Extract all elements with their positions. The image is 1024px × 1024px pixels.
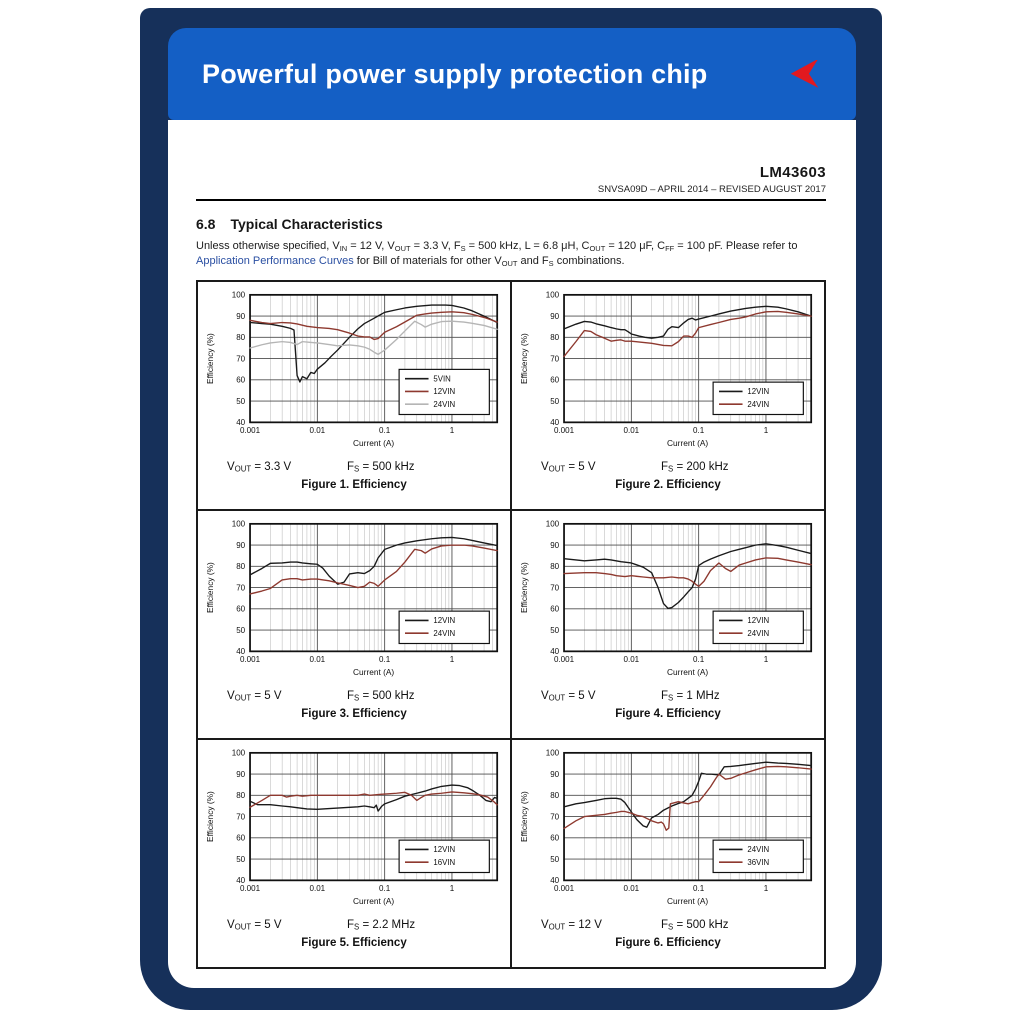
x-tick-label: 1 [449, 426, 455, 436]
y-tick-label: 90 [550, 770, 560, 780]
section-heading [196, 216, 826, 232]
efficiency-chart [201, 516, 507, 689]
x-tick-label: 0.001 [239, 426, 261, 436]
figure-caption: Figure 6. Efficiency [615, 936, 721, 949]
12vin-curve [250, 785, 497, 811]
y-tick-label: 80 [550, 791, 560, 801]
section-title: Typical Characteristics [230, 216, 383, 232]
banner-title: Powerful power supply protection chip [202, 58, 708, 89]
x-tick-label: 0.1 [379, 655, 391, 665]
16vin-curve [250, 792, 497, 807]
y-tick-label: 70 [236, 812, 246, 822]
efficiency-plot [201, 516, 507, 689]
efficiency-plot [515, 516, 821, 689]
x-tick-label: 0.001 [553, 655, 575, 665]
y-tick-label: 60 [236, 833, 246, 843]
x-tick-label: 1 [449, 884, 455, 894]
y-tick-label: 70 [550, 354, 560, 364]
x-tick-label: 0.1 [693, 884, 705, 894]
x-axis-label: Current (A) [353, 667, 395, 678]
figure-caption: Figure 5. Efficiency [301, 936, 407, 949]
back-arrow-icon[interactable] [790, 60, 824, 90]
y-tick-label: 100 [545, 290, 560, 300]
y-tick-label: 60 [550, 375, 560, 385]
x-tick-label: 0.01 [623, 655, 640, 665]
y-tick-label: 40 [236, 418, 246, 428]
vout-condition: $V_{OUT} = 12$ V [541, 918, 602, 932]
legend-label: 24VIN [747, 629, 770, 639]
y-tick-label: 70 [236, 354, 246, 364]
legend-label: 12VIN [433, 845, 456, 855]
y-tick-label: 50 [236, 397, 246, 407]
chart-cell-figure-6 [511, 739, 825, 968]
x-axis-label: Current (A) [667, 438, 709, 449]
y-tick-label: 50 [550, 626, 560, 636]
x-axis-label: Current (A) [667, 667, 709, 678]
header-banner [168, 28, 856, 120]
test-conditions [515, 919, 821, 932]
y-tick-label: 60 [550, 604, 560, 614]
efficiency-plot [201, 287, 507, 460]
part-number: LM43603 [759, 164, 826, 181]
vout-condition: $V_{OUT} = 5$ V [227, 918, 282, 932]
chart-cell-figure-1 [197, 281, 511, 510]
y-tick-label: 100 [231, 748, 246, 758]
vout-condition: $V_{OUT} = 5$ V [541, 460, 596, 474]
x-axis-label: Current (A) [353, 896, 395, 907]
y-axis-label: Efficiency (%) [204, 791, 215, 843]
test-conditions [201, 461, 507, 474]
y-tick-label: 40 [550, 876, 560, 886]
fs-condition: $F_S = 500$ kHz [347, 689, 415, 703]
fs-condition: $F_S = 2.2$ MHz [347, 918, 416, 932]
fs-condition: $F_S = 500$ kHz [661, 918, 729, 932]
x-tick-label: 0.1 [379, 884, 391, 894]
legend-label: 36VIN [747, 858, 770, 868]
intro-paragraph: Unless otherwise specified, $V_{IN} = 12$ V, $V_{OUT} = 3.3$ V, $F_S = 500$ kHz, L = 6.8 μH, $C_{OUT} = 120$ μF, $C_{FF} = 100$ pF. Please refer to Application Performance Curves for Bill of materials for other $V_{OUT}$ and $F_S$ combinations. [196, 240, 798, 269]
efficiency-chart [201, 287, 507, 460]
revision-line: SNVSA09D – APRIL 2014 – REVISED AUGUST 2017 [597, 184, 826, 195]
x-tick-label: 1 [763, 884, 769, 894]
x-axis-label: Current (A) [667, 896, 709, 907]
chart-cell-figure-2 [511, 281, 825, 510]
legend-label: 24VIN [747, 845, 770, 855]
x-tick-label: 0.001 [553, 884, 575, 894]
y-tick-label: 90 [236, 312, 246, 322]
y-axis-label: Efficiency (%) [204, 333, 215, 385]
figure-caption: Figure 1. Efficiency [301, 478, 407, 491]
12vin-curve [564, 544, 811, 609]
y-tick-label: 60 [236, 604, 246, 614]
y-tick-label: 60 [550, 833, 560, 843]
figure-caption: Figure 2. Efficiency [615, 478, 721, 491]
y-axis-label: Efficiency (%) [518, 333, 529, 385]
vout-condition: $V_{OUT} = 3.3$ V [227, 460, 292, 474]
test-conditions [201, 690, 507, 703]
figure-caption: Figure 4. Efficiency [615, 707, 721, 720]
24vin-curve [250, 322, 497, 355]
legend-label: 12VIN [747, 616, 770, 626]
x-tick-label: 0.1 [693, 426, 705, 436]
y-tick-label: 40 [550, 647, 560, 657]
efficiency-plot [515, 745, 821, 918]
x-tick-label: 0.001 [239, 884, 261, 894]
chart-cell-figure-4 [511, 510, 825, 739]
test-conditions [515, 690, 821, 703]
y-tick-label: 60 [236, 375, 246, 385]
y-tick-label: 40 [236, 647, 246, 657]
efficiency-chart [201, 745, 507, 918]
y-tick-label: 100 [231, 519, 246, 529]
y-tick-label: 80 [550, 333, 560, 343]
figure-caption: Figure 3. Efficiency [301, 707, 407, 720]
legend-label: 16VIN [433, 858, 456, 868]
header-rule [196, 199, 826, 201]
y-tick-label: 100 [231, 290, 246, 300]
y-tick-label: 70 [550, 812, 560, 822]
x-tick-label: 0.1 [693, 655, 705, 665]
datasheet-page [168, 120, 856, 988]
y-tick-label: 100 [545, 519, 560, 529]
x-tick-label: 0.1 [379, 426, 391, 436]
y-tick-label: 90 [550, 312, 560, 322]
vout-condition: $V_{OUT} = 5$ V [541, 689, 596, 703]
y-tick-label: 40 [550, 418, 560, 428]
x-tick-label: 1 [449, 655, 455, 665]
efficiency-plot [201, 745, 507, 918]
legend-label: 24VIN [433, 629, 456, 639]
efficiency-chart [515, 516, 821, 689]
y-tick-label: 100 [545, 748, 560, 758]
legend-label: 5VIN [433, 374, 451, 384]
x-tick-label: 0.01 [623, 426, 640, 436]
x-tick-label: 0.01 [309, 426, 326, 436]
24vin-curve [564, 763, 811, 828]
y-tick-label: 80 [236, 791, 246, 801]
y-axis-label: Efficiency (%) [204, 562, 215, 614]
x-tick-label: 1 [763, 426, 769, 436]
legend-label: 12VIN [747, 387, 770, 397]
y-tick-label: 80 [236, 333, 246, 343]
x-tick-label: 0.001 [553, 426, 575, 436]
y-tick-label: 50 [236, 626, 246, 636]
charts-grid [196, 280, 826, 969]
y-axis-label: Efficiency (%) [518, 562, 529, 614]
y-tick-label: 80 [236, 562, 246, 572]
y-tick-label: 70 [236, 583, 246, 593]
y-tick-label: 90 [236, 541, 246, 551]
legend-label: 24VIN [747, 400, 770, 410]
test-conditions [515, 461, 821, 474]
x-tick-label: 0.01 [309, 655, 326, 665]
legend-label: 12VIN [433, 616, 456, 626]
efficiency-chart [515, 745, 821, 918]
section-number: 6.8 [196, 216, 216, 232]
efficiency-chart [515, 287, 821, 460]
app-performance-curves-link[interactable]: Application Performance Curves [196, 255, 354, 268]
doc-header [168, 120, 856, 195]
test-conditions [201, 919, 507, 932]
24vin-curve [564, 558, 811, 586]
y-tick-label: 90 [236, 770, 246, 780]
chart-cell-figure-3 [197, 510, 511, 739]
fs-condition: $F_S = 500$ kHz [347, 460, 415, 474]
y-axis-label: Efficiency (%) [518, 791, 529, 843]
x-axis-label: Current (A) [353, 438, 395, 449]
y-tick-label: 80 [550, 562, 560, 572]
y-tick-label: 50 [550, 397, 560, 407]
24vin-curve [250, 545, 497, 594]
y-tick-label: 90 [550, 541, 560, 551]
y-tick-label: 50 [236, 855, 246, 865]
fs-condition: $F_S = 200$ kHz [661, 460, 729, 474]
efficiency-plot [515, 287, 821, 460]
y-tick-label: 70 [550, 583, 560, 593]
24vin-curve [564, 312, 811, 357]
fs-condition: $F_S = 1$ MHz [661, 689, 720, 703]
legend-label: 24VIN [433, 400, 456, 410]
vout-condition: $V_{OUT} = 5$ V [227, 689, 282, 703]
y-tick-label: 50 [550, 855, 560, 865]
x-tick-label: 0.01 [309, 884, 326, 894]
y-tick-label: 40 [236, 876, 246, 886]
legend-label: 12VIN [433, 387, 456, 397]
page-frame [140, 8, 882, 1010]
x-tick-label: 0.001 [239, 655, 261, 665]
x-tick-label: 0.01 [623, 884, 640, 894]
x-tick-label: 1 [763, 655, 769, 665]
chart-cell-figure-5 [197, 739, 511, 968]
